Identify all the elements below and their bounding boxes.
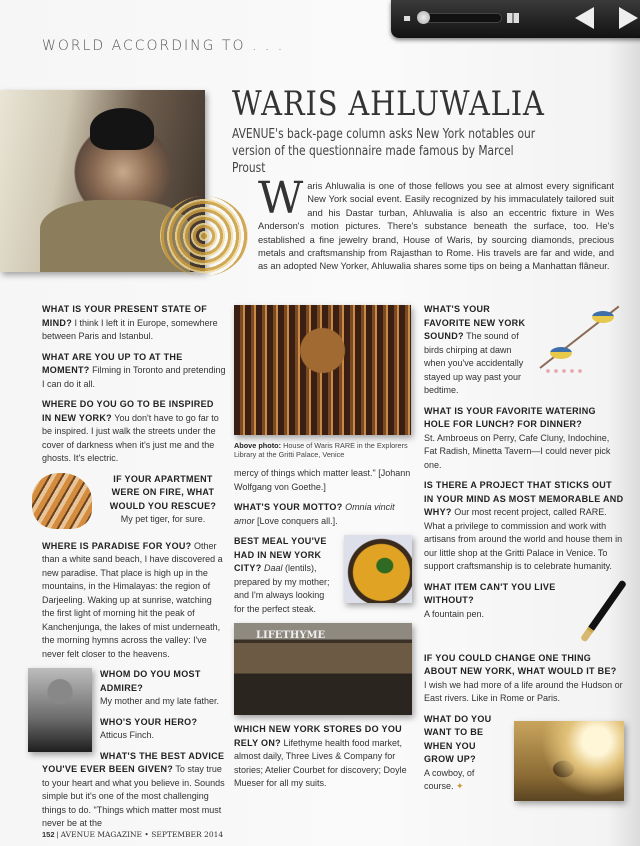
qa-item [234,535,412,616]
previous-page-icon[interactable] [575,7,594,29]
question: WHICH NEW YORK STORES DO YOU RELY ON? [234,724,402,748]
page-deck: AVENUE's back-page column asks New York notables our version of the questionnaire made famous by Marcel Proust [232,127,536,176]
answer: Lifethyme health food market, almost daily, Three Lives & Company for stories; Atelier Courbet for discovery; Doyle Mueser for all my suits. [234,737,407,788]
zoom-in-icon[interactable] [507,13,519,23]
answer: Filming in Toronto and pretending I can do it all. [42,365,226,389]
question: WHOM DO YOU MOST ADMIRE? [100,669,201,693]
qa-item [42,303,226,344]
viewer-toolbar [391,0,640,38]
answer-continued: mercy of things which matter least." [Johann Wolfgang von Goethe.] [234,468,411,492]
turban-shape [90,108,154,150]
intro-paragraph [258,173,614,274]
cowboy-photo [514,721,624,801]
answer: I think I left it in Europe, somewhere between Paris and Istanbul. [42,317,218,341]
answer: To stay true to your heart and what you believe in. Sounds simple but it's one of the most challenging things to do. "Things which matter most must never be at the [42,764,225,828]
question: WHAT IS YOUR PRESENT STATE OF MIND? [42,304,208,328]
zoom-slider-thumb[interactable] [417,11,430,24]
caption-label: Above photo: [234,441,282,450]
lifethyme-store-photo [234,623,412,715]
next-page-icon[interactable] [619,7,638,29]
qa-item-group [42,668,226,838]
qa-item [42,750,226,831]
answer: I wish we had more of a life around the Hudson or East rivers. Like in Rome or Paris. [424,679,623,703]
answer: A fountain pen. [424,608,485,619]
qa-column-middle [234,305,412,798]
qa-item [42,473,226,533]
answer: Atticus Finch. [100,730,155,740]
question: WHAT ARE YOU UP TO AT THE MOMENT? [42,351,183,375]
question: WHAT'S YOUR FAVORITE NEW YORK SOUND? [424,304,526,341]
birds-illustration [540,303,624,387]
question: WHAT'S YOUR MOTTO? [234,502,343,512]
qa-column-left [42,303,226,845]
question: WHAT IS YOUR FAVORITE WATERING HOLE FOR LUNCH? FOR DINNER? [424,405,596,429]
zoom-out-icon[interactable] [404,16,411,21]
qa-item [424,303,624,398]
qa-item [424,581,624,645]
question: WHERE IS PARADISE FOR YOU? [42,540,192,551]
blossoms [544,367,584,377]
answer-italic: Omnia vincit amor [234,502,395,526]
bird-icon [550,347,572,359]
answer: Other than a white sand beach, I have discovered a new paradise. That place is high up in the mountains, in the Himalayas: the region of Darjeeling. Waking up at sunrise, watching the first light of morning hit the peak of Kanchenjunga, the lakes of mist underneath, the morning hymns across the valley: I've never felt closer to the heavens. [42,540,223,659]
answer: (lentils), prepared by my mother; and I'm always looking for the perfect steak. [234,563,330,614]
answer-italic: Daal [264,563,283,573]
question: BEST MEAL YOU'VE HAD IN NEW YORK CITY? [234,536,327,573]
pen-body [580,579,627,642]
question: WHAT DO YOU WANT TO BE WHEN YOU GROW UP? [424,713,492,764]
qa-item [234,501,412,528]
tiger-cub-image [32,473,92,529]
daal-photo [344,535,412,603]
publication-info: AVENUE MAGAZINE • SEPTEMBER 2014 [60,830,224,839]
atticus-finch-photo [28,668,92,752]
question: WHAT ITEM CAN'T YOU LIVE WITHOUT? [424,581,556,605]
section-kicker: WORLD ACCORDING TO . . . [42,38,285,54]
gold-jewelry-image [160,196,248,276]
question: IF YOUR APARTMENT WERE ON FIRE, WHAT WOULD YOU RESCUE? [109,473,217,511]
question: WHO'S YOUR HERO? [100,716,198,727]
answer: My mother and my late father. [100,696,220,706]
qa-item [234,723,412,791]
photo-caption [234,441,412,459]
answer: My pet tiger, for sure. [120,514,206,524]
library-photo [234,305,411,435]
answer: You don't have to go far to be inspired. I just walk the streets under the cover of darkness when it's just me and the ghosts. It's electric. [42,412,219,463]
page-number: 152 [42,830,55,839]
answer: St. Ambroeus on Perry, Cafe Cluny, Indochine, Fat Radish, Minetta Tavern—I could never pick one. [424,432,611,470]
qa-item [424,479,624,574]
answer: A cowboy, of course. [424,767,475,791]
zoom-slider[interactable] [418,13,502,23]
end-mark-icon: ✦ [456,781,464,791]
question: IS THERE A PROJECT THAT STICKS OUT IN YOUR MIND AS MOST MEMORABLE AND WHY? [424,480,624,517]
qa-column-right [424,303,624,812]
answer: The sound of birds chirping at dawn when you've accidentally stayed up way past your bedtime. [424,331,524,395]
qa-item [42,351,226,392]
question: IF YOU COULD CHANGE ONE THING ABOUT NEW YORK, WHAT WOULD IT BE? [424,652,617,676]
intro-text: aris Ahluwalia is one of those fellows you see at almost every significant New York social event. Easily recognized by his immaculately tailored suit and his Dastar turban, Ahluwalia is also an eccentric fixture in Wes Anderson's motion pictures. There's substance beneath the surface, too. He's established a fine jewelry brand, House of Waris, by sourcing diamonds, precious metals and craftsmanship from Rajasthan to Rome. His travels are far and wide, and as an adopted New Yorker, Ahluwalia shares some tips on being a Manhattan flâneur. [258,181,614,272]
caption-text: House of Waris RARE in the Explorers Library at the Gritti Palace, Venice [234,441,408,459]
qa-item [424,713,624,805]
qa-item [424,652,624,706]
drop-cap: W [258,173,304,224]
question: WHAT'S THE BEST ADVICE YOU'VE EVER BEEN GIVEN? [42,750,225,774]
answer: [Love conquers all.]. [257,515,338,526]
store-sign: LIFETHYME [256,630,326,641]
page-footer: 152 | AVENUE MAGAZINE • SEPTEMBER 2014 [42,830,224,839]
qa-item [42,540,226,662]
fountain-pen-image [584,581,624,641]
qa-item [424,405,624,473]
qa-item [42,398,226,466]
bird-icon [592,311,614,323]
question: WHERE DO YOU GO TO BE INSPIRED IN NEW YORK? [42,399,214,423]
page-title: WARIS AHLUWALIA [232,84,545,124]
answer: Our most recent project, called RARE. What a privilege to commission and work with artisans from around the world and house them in our little shop at the Gritti Palace in Venice. To support craftsmanship is to celebrate humanity. [424,507,623,571]
